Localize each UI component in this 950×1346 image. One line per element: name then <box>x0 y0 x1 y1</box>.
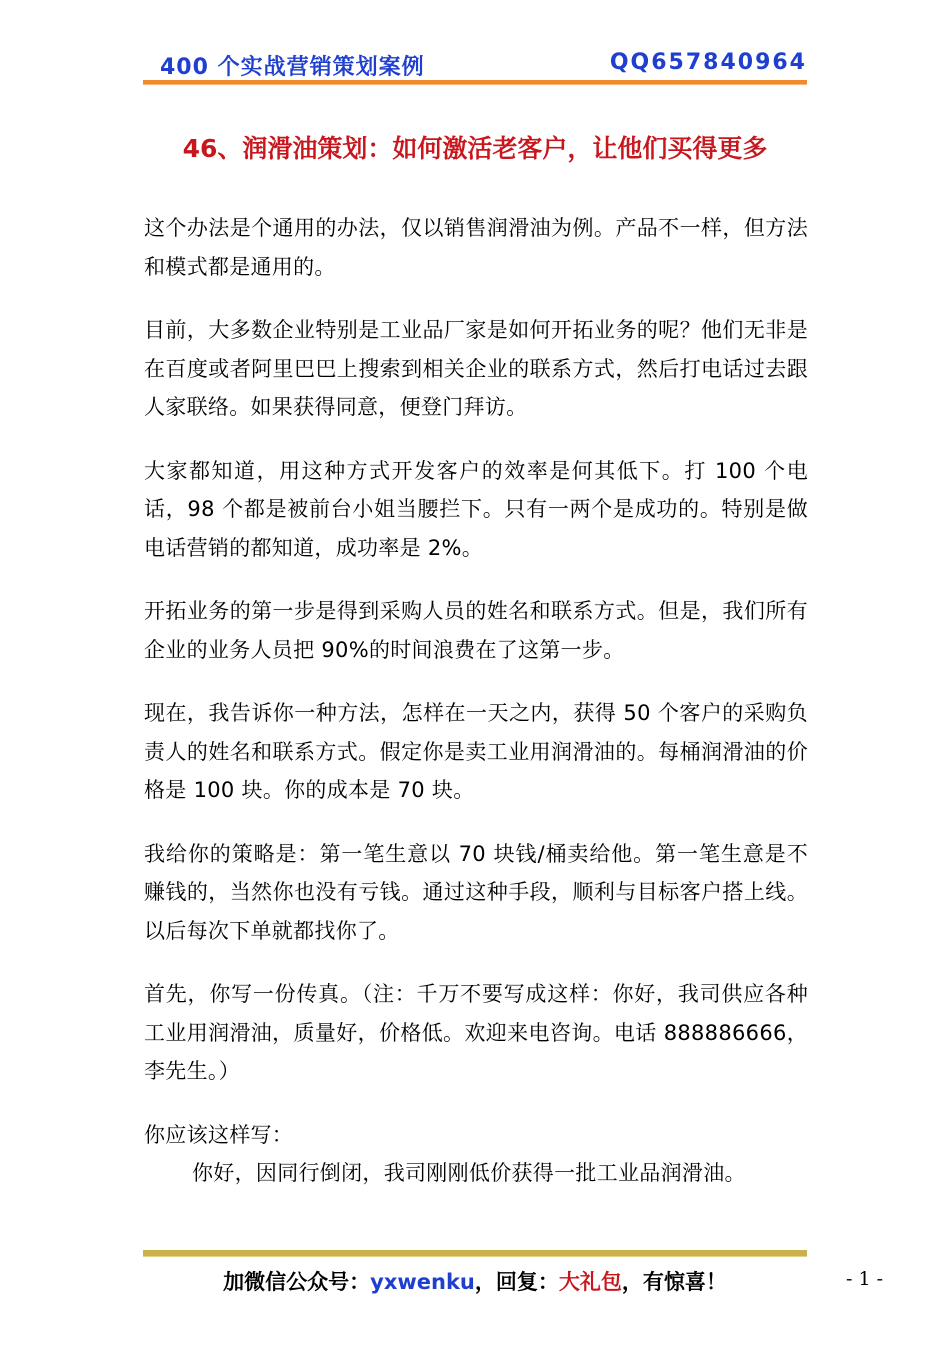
article-title: 46、润滑油策划：如何激活老客户，让他们买得更多 <box>182 134 768 163</box>
paragraph-1: 这个办法是个通用的办法，仅以销售润滑油为例。产品不一样，但方法和模式都是通用的。 <box>144 216 808 279</box>
paragraph-5: 现在，我告诉你一种方法，怎样在一天之内，获得 50 个客户的采购负责人的姓名和联系方式。假定你是卖工业用润滑油的。每桶润滑油的价格是 100 块。你的成本是 70 块。 <box>144 701 808 802</box>
footer-middle: ，回复： <box>474 1270 559 1294</box>
page-footer <box>143 1266 807 1296</box>
header-series-title: 400 个实战营销策划案例 <box>160 55 425 80</box>
footer-wechat-account: yxwenku <box>370 1270 475 1294</box>
paragraph-8: 你应该这样写： <box>144 1122 294 1147</box>
paragraph-6: 我给你的策略是：第一笔生意以 70 块钱/桶卖给他。第一笔生意是不赚钱的，当然你也没有亏钱。通过这种手段，顺利与目标客户搭上线。以后每次下单就都找你了。 <box>144 841 808 943</box>
footer-keyword: 大礼包 <box>558 1270 622 1294</box>
page-number: - 1 - <box>846 1268 884 1290</box>
footer-divider <box>143 1250 807 1257</box>
header-qq-number: QQ657840964 <box>609 50 807 75</box>
header-divider <box>143 80 807 85</box>
paragraph-4: 开拓业务的第一步是得到采购人员的姓名和联系方式。但是，我们所有企业的业务人员把 90%的时间浪费在了这第一步。 <box>144 599 808 662</box>
paragraph-3: 大家都知道，用这种方式开发客户的效率是何其低下。打 100 个电话，98 个都是被前台小姐当腰拦下。只有一两个是成功的。特别是做电话营销的都知道，成功率是 2%。 <box>144 458 808 560</box>
page-header <box>143 50 807 84</box>
article-body <box>144 209 808 1218</box>
paragraph-7: 首先，你写一份传真。（注：千万不要写成这样：你好，我司供应各种工业用润滑油，质量好，价格低。欢迎来电咨询。电话 888886666，李先生。） <box>144 982 808 1083</box>
paragraph-2: 目前，大多数企业特别是工业品厂家是如何开拓业务的呢？他们无非是在百度或者阿里巴巴上搜索到相关企业的联系方式，然后打电话过去跟人家联络。如果获得同意，便登门拜访。 <box>144 318 808 419</box>
footer-suffix: ，有惊喜！ <box>621 1270 727 1294</box>
paragraph-9-fax-text: 你好，因同行倒闭，我司刚刚低价获得一批工业品润滑油。 <box>192 1161 746 1185</box>
footer-prefix: 加微信公众号： <box>223 1270 371 1294</box>
